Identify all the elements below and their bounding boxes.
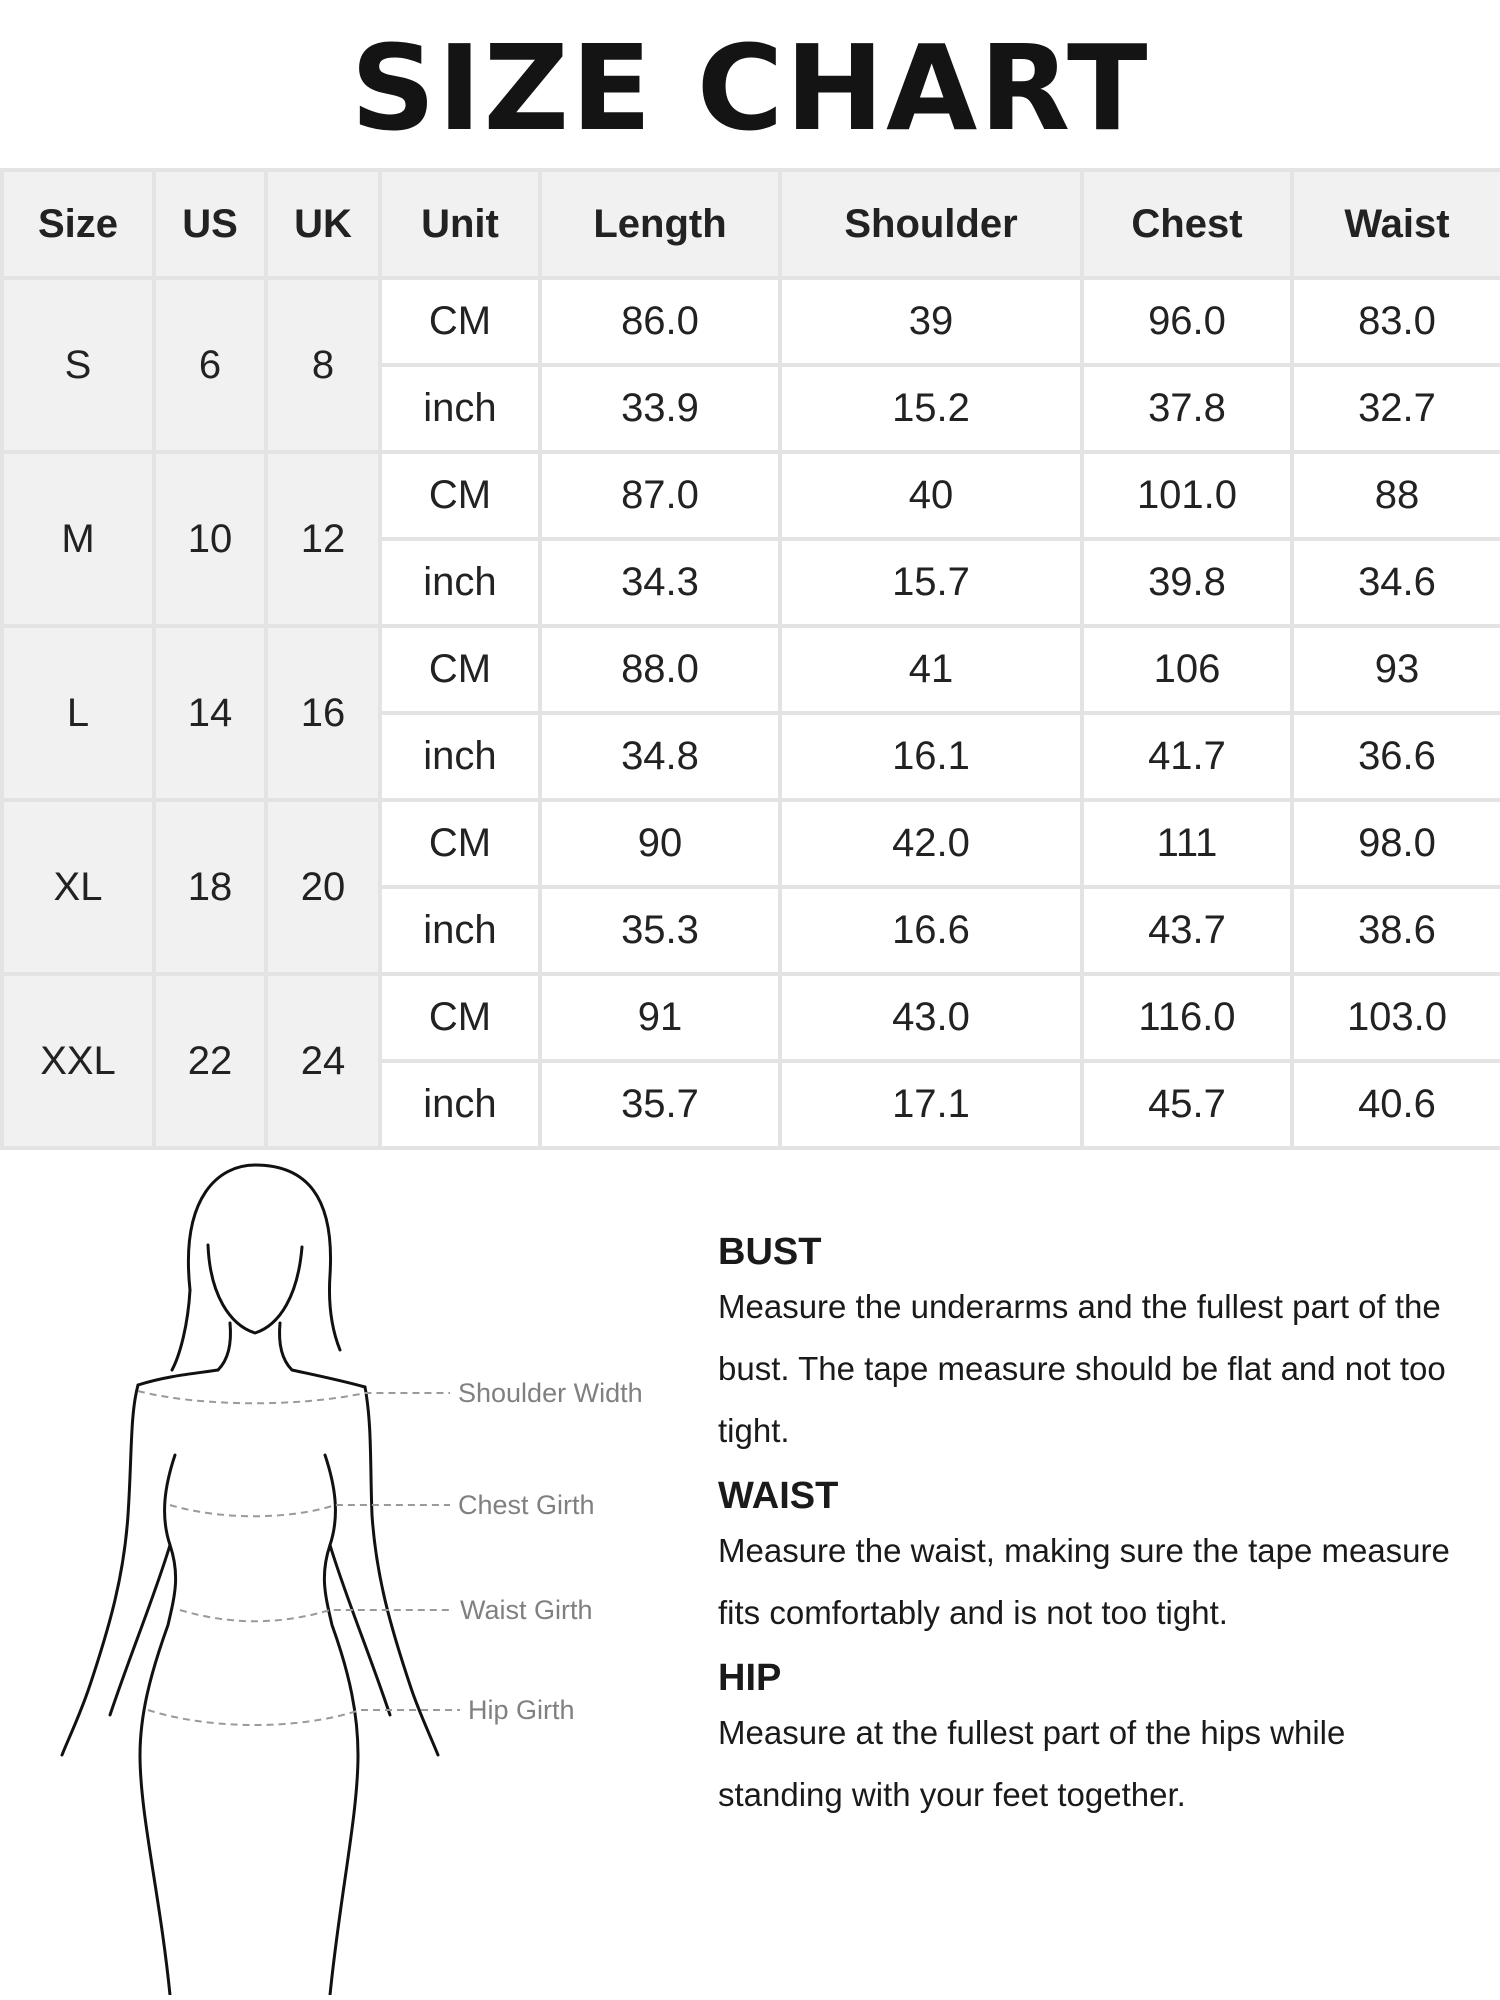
size-cell: XL <box>2 800 154 974</box>
unit-cell: CM <box>380 452 540 539</box>
size-cell: XXL <box>2 974 154 1148</box>
waist-cell: 38.6 <box>1292 887 1500 974</box>
shoulder-width-label: Shoulder Width <box>458 1378 643 1408</box>
unit-cell: inch <box>380 539 540 626</box>
hip-text: Measure at the fullest part of the hips while standing with your feet together. <box>718 1714 1346 1813</box>
body-measurement-figure <box>40 1155 700 1995</box>
hip-measure-line <box>148 1710 460 1725</box>
shoulder-cell: 41 <box>780 626 1082 713</box>
header-unit: Unit <box>380 170 540 278</box>
shoulder-cell: 17.1 <box>780 1061 1082 1148</box>
header-waist: Waist <box>1292 170 1500 278</box>
header-size: Size <box>2 170 154 278</box>
unit-cell: inch <box>380 713 540 800</box>
waist-cell: 36.6 <box>1292 713 1500 800</box>
shoulder-cell: 16.6 <box>780 887 1082 974</box>
length-cell: 86.0 <box>540 278 780 365</box>
waist-cell: 32.7 <box>1292 365 1500 452</box>
bust-heading: BUST <box>718 1231 822 1273</box>
chest-cell: 96.0 <box>1082 278 1292 365</box>
hip-girth-label: Hip Girth <box>468 1695 575 1725</box>
waist-cell: 88 <box>1292 452 1500 539</box>
length-cell: 90 <box>540 800 780 887</box>
us-cell: 6 <box>154 278 266 452</box>
chest-cell: 37.8 <box>1082 365 1292 452</box>
header-uk: UK <box>266 170 380 278</box>
header-chest: Chest <box>1082 170 1292 278</box>
uk-cell: 12 <box>266 452 380 626</box>
chest-cell: 116.0 <box>1082 974 1292 1061</box>
length-cell: 35.7 <box>540 1061 780 1148</box>
uk-cell: 24 <box>266 974 380 1148</box>
length-cell: 35.3 <box>540 887 780 974</box>
waist-heading: WAIST <box>718 1475 839 1517</box>
size-cell: L <box>2 626 154 800</box>
unit-cell: inch <box>380 887 540 974</box>
shoulder-cell: 15.2 <box>780 365 1082 452</box>
shoulder-cell: 16.1 <box>780 713 1082 800</box>
shoulder-cell: 42.0 <box>780 800 1082 887</box>
waist-cell: 103.0 <box>1292 974 1500 1061</box>
chest-cell: 43.7 <box>1082 887 1292 974</box>
us-cell: 18 <box>154 800 266 974</box>
uk-cell: 8 <box>266 278 380 452</box>
header-us: US <box>154 170 266 278</box>
size-table <box>0 168 1500 1150</box>
table-row <box>2 974 1500 1061</box>
measurement-instructions <box>718 1228 1458 1836</box>
length-cell: 87.0 <box>540 452 780 539</box>
us-cell: 14 <box>154 626 266 800</box>
length-cell: 88.0 <box>540 626 780 713</box>
us-cell: 10 <box>154 452 266 626</box>
size-cell: S <box>2 278 154 452</box>
length-cell: 34.3 <box>540 539 780 626</box>
waist-measure-line <box>180 1610 452 1621</box>
unit-cell: CM <box>380 974 540 1061</box>
us-cell: 22 <box>154 974 266 1148</box>
unit-cell: CM <box>380 278 540 365</box>
header-shoulder: Shoulder <box>780 170 1082 278</box>
waist-cell: 98.0 <box>1292 800 1500 887</box>
chest-cell: 111 <box>1082 800 1292 887</box>
table-row <box>2 626 1500 713</box>
table-row <box>2 800 1500 887</box>
uk-cell: 20 <box>266 800 380 974</box>
table-row <box>2 278 1500 365</box>
shoulder-cell: 39 <box>780 278 1082 365</box>
size-cell: M <box>2 452 154 626</box>
header-length: Length <box>540 170 780 278</box>
chest-cell: 101.0 <box>1082 452 1292 539</box>
chest-cell: 39.8 <box>1082 539 1292 626</box>
length-cell: 33.9 <box>540 365 780 452</box>
body-outline-illustration <box>40 1155 700 1995</box>
shoulder-cell: 15.7 <box>780 539 1082 626</box>
length-cell: 34.8 <box>540 713 780 800</box>
chest-measure-line <box>170 1505 450 1516</box>
waist-girth-label: Waist Girth <box>460 1595 593 1625</box>
unit-cell: CM <box>380 626 540 713</box>
waist-cell: 93 <box>1292 626 1500 713</box>
waist-text: Measure the waist, making sure the tape measure fits comfortably and is not too tight. <box>718 1532 1450 1631</box>
page-title: SIZE CHART <box>350 19 1150 157</box>
chest-cell: 45.7 <box>1082 1061 1292 1148</box>
shoulder-cell: 43.0 <box>780 974 1082 1061</box>
unit-cell: inch <box>380 1061 540 1148</box>
waist-cell: 83.0 <box>1292 278 1500 365</box>
shoulder-outline <box>138 1370 218 1385</box>
chest-girth-label: Chest Girth <box>458 1490 595 1520</box>
unit-cell: CM <box>380 800 540 887</box>
table-header-row <box>2 170 1500 278</box>
unit-cell: inch <box>380 365 540 452</box>
bust-text: Measure the underarms and the fullest part of the bust. The tape measure should be flat and not too tight. <box>718 1288 1446 1449</box>
hip-heading: HIP <box>718 1657 782 1699</box>
face-outline <box>208 1245 302 1333</box>
chest-cell: 41.7 <box>1082 713 1292 800</box>
shoulder-measure-line <box>138 1391 450 1403</box>
uk-cell: 16 <box>266 626 380 800</box>
waist-cell: 40.6 <box>1292 1061 1500 1148</box>
waist-cell: 34.6 <box>1292 539 1500 626</box>
hair-outline <box>188 1165 340 1350</box>
shoulder-cell: 40 <box>780 452 1082 539</box>
length-cell: 91 <box>540 974 780 1061</box>
chest-cell: 106 <box>1082 626 1292 713</box>
table-row <box>2 452 1500 539</box>
